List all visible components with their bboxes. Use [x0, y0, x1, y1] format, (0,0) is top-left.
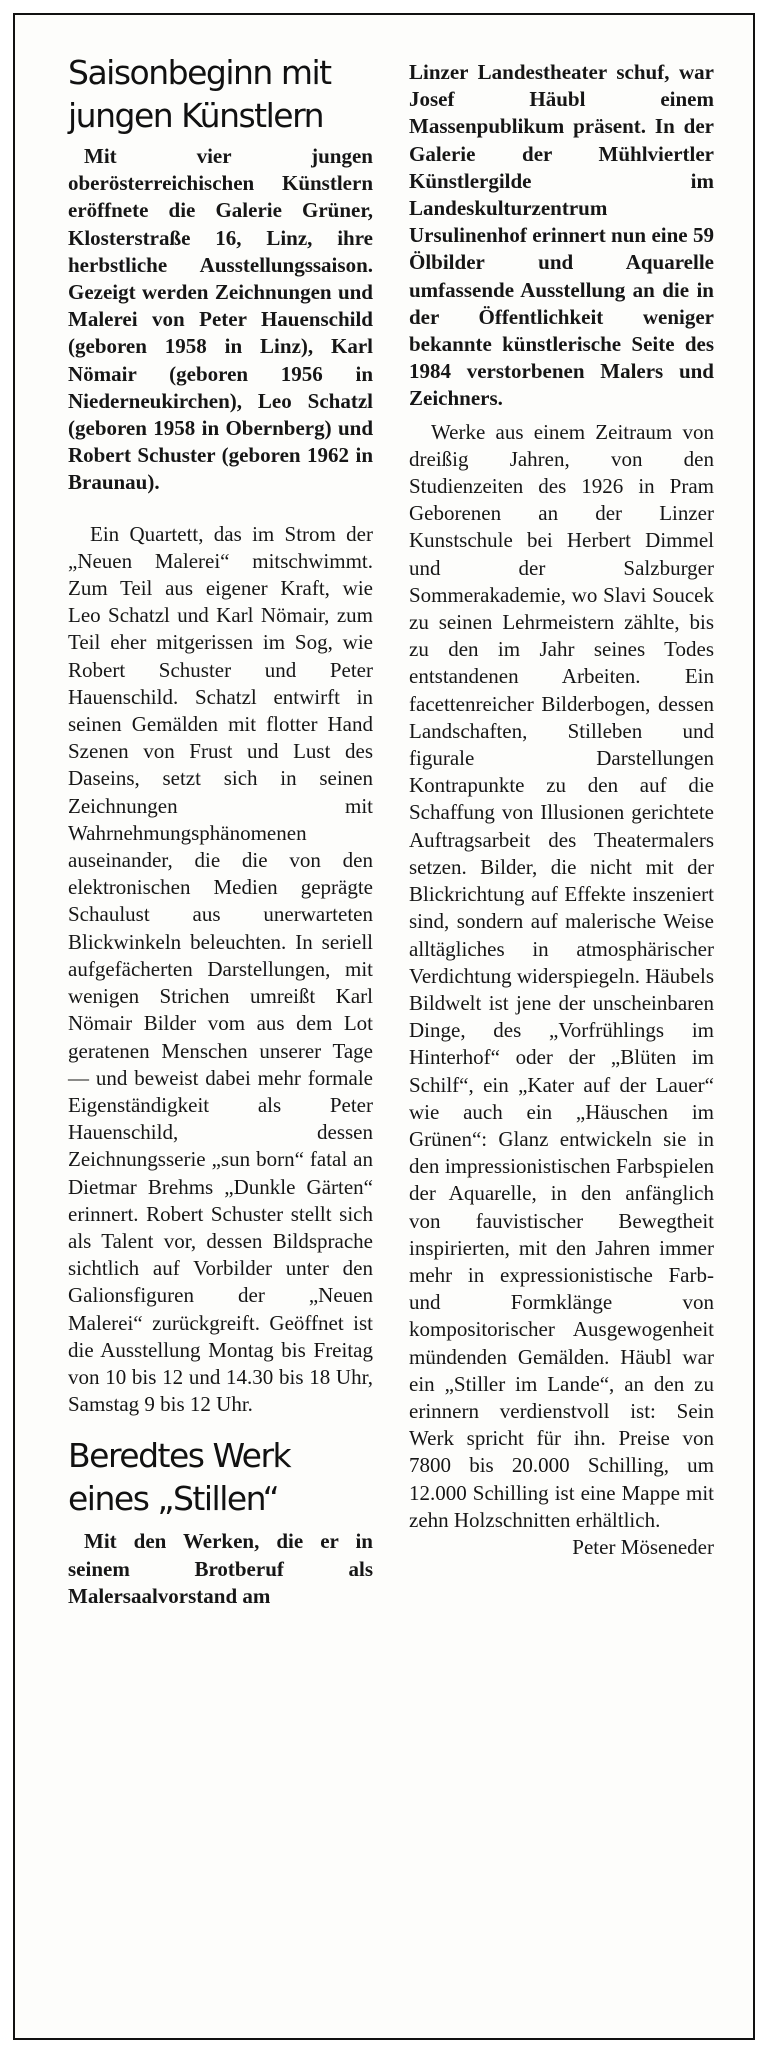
article1-lead: Mit vier jungen oberösterreichischen Künstlern eröffnete die Galerie Grüner, Klosterstraße 16, Linz, ihre herbstliche Ausstellungssaison. Gezeigt werden Zeichnungen und Malerei von Peter Hauenschild (geboren 1958 in Linz), Karl Nömair (geboren 1956 in Niederneukirchen), Leo Schatzl (geboren 1958 in Obernberg) und Robert Schuster (geboren 1962 in Braunau).: [68, 144, 373, 495]
newspaper-clipping: [13, 13, 755, 2040]
article2-headline: Beredtes Werk eines „Stillen“: [68, 1436, 291, 1519]
left-column: [68, 15, 373, 1610]
article1-headline: Saisonbeginn mit jungen Künstlern: [68, 53, 331, 135]
article2-lead-start: Mit den Werken, die er in seinem Brotberuf als Malersaalvorstand am: [68, 1529, 373, 1608]
article2-lead-continued: Linzer Landestheater schuf, war Josef Häubl einem Massenpublikum präsent. In der Galerie der Mühlviertler Künstlergilde im Landeskulturzentrum Ursulinenhof erinnert nun eine 59 Ölbilder und Aquarelle umfassende Ausstellung an die in der Öffentlichkeit weniger bekannte künstlerische Seite des 1984 verstorbenen Malers und Zeichners.: [409, 60, 714, 411]
article2-author: Peter Möseneder: [572, 1534, 714, 1559]
article2-body: Werke aus einem Zeitraum von dreißig Jahren, von den Studienzeiten des 1926 in Pram Geborenen an der Linzer Kunstschule bei Herbert Dimmel und der Salzburger Sommerakademie, wo Slavi Soucek zu seinen Lehrmeistern zählte, bis zu den im Jahr seines Todes entstandenen Arbeiten. Ein facettenreicher Bilderbogen, dessen Landschaften, Stilleben und figurale Darstellungen Kontrapunkte zu den auf die Schaffung von Illusionen gerichtete Auftragsarbeit des Theatermalers setzen. Bilder, die nicht mit der Blickrichtung auf Effekte inszeniert sind, sondern auf malerische Weise alltägliches in atmosphärischer Verdichtung widerspiegeln. Häubels Bildwelt ist jene der unscheinbaren Dinge, des „Vorfrühlings im Hinterhof“ oder der „Blüten im Schilf“, ein „Kater auf der Lauer“ wie auch ein „Häuschen im Grünen“: Glanz entwickeln sie in den impressionistischen Farbspielen der Aquarelle, in den anfänglich von fauvistischer Bewegtheit inspirierten, mit den Jahren immer mehr in expressionistische Farb- und Formklänge von kompositorischer Ausgewogenheit mündenden Gemälden. Häubl war ein „Stiller im Lande“, an den zu erinnern verdienstvoll ist: Sein Werk spricht für ihn. Preise von 7800 bis 20.000 Schilling, um 12.000 Schilling ist eine Mappe mit zehn Holzschnitten erhältlich.: [409, 419, 715, 1532]
right-column: [409, 15, 714, 1561]
article1-body: Ein Quartett, das im Strom der „Neuen Malerei“ mitschwimmt. Zum Teil aus eigener Kraft, wie Leo Schatzl und Karl Nömair, zum Teil eher mitgerissen im Sog, wie Robert Schuster und Peter Hauenschild. Schatzl entwirft in seinen Gemälden mit flotter Hand Szenen von Frust und Lust des Daseins, setzt sich in seinen Zeichnungen mit Wahrnehmungsphänomenen auseinander, die die von den elektronischen Medien geprägte Schaulust aus unerwarteten Blickwinkeln beleuchten. In seriell aufgefächerten Darstellungen, mit wenigen Strichen umreißt Karl Nömair Bilder vom aus dem Lot geratenen Menschen unserer Tage — und beweist dabei mehr formale Eigenständigkeit als Peter Hauenschild, dessen Zeichnungsserie „sun born“ fatal an Dietmar Brehms „Dunkle Gärten“ erinnert. Robert Schuster stellt sich als Talent vor, dessen Bildsprache sichtlich auf Vorbilder unter den Galionsfiguren der „Neuen Malerei“ zurückgreift. Geöffnet ist die Ausstellung Montag bis Freitag von 10 bis 12 und 14.30 bis 18 Uhr, Samstag 9 bis 12 Uhr.: [68, 521, 373, 1417]
